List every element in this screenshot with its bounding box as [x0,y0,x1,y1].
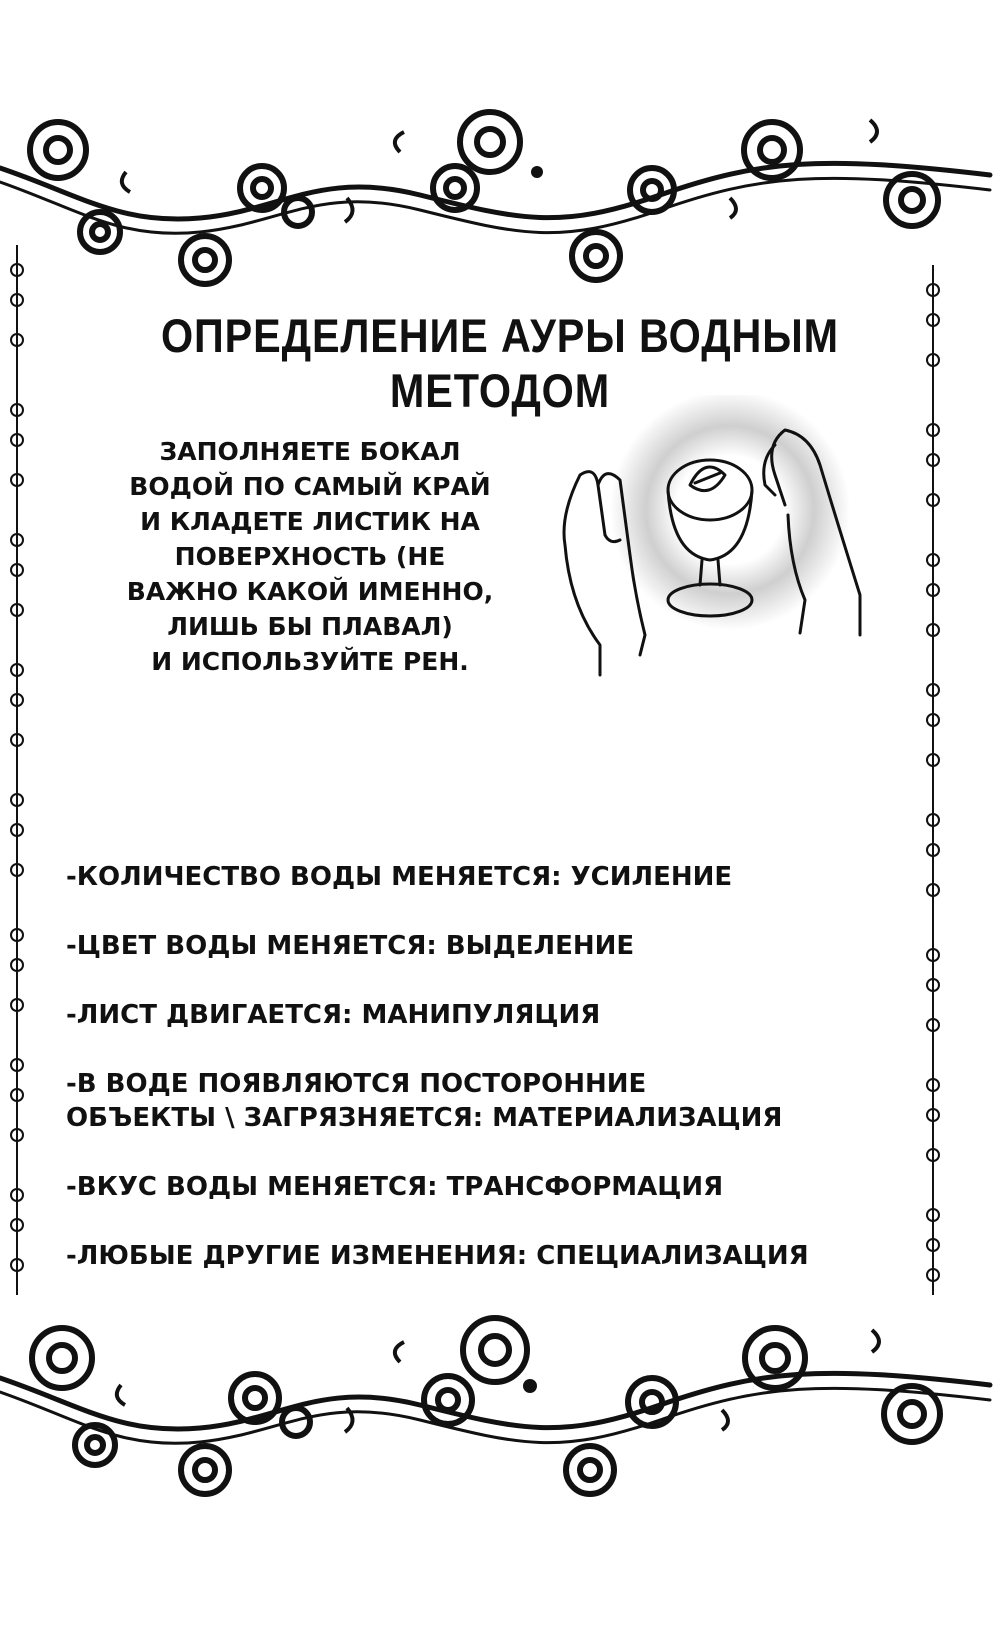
intro-line: ЛИШЬ БЫ ПЛАВАЛ) [167,612,453,641]
left-floral-border [2,245,32,1295]
effect-item: -ЛЮБЫЕ ДРУГИЕ ИЗМЕНЕНИЯ: СПЕЦИАЛИЗАЦИЯ [66,1241,809,1271]
intro-line: И КЛАДЕТЕ ЛИСТИК НА [140,507,480,536]
intro-line: ПОВЕРХНОСТЬ (НЕ [174,542,446,571]
effect-item: -ЛИСТ ДВИГАЕТСЯ: МАНИПУЛЯЦИЯ [66,1000,601,1030]
intro-text [90,434,530,679]
bottom-swirl-border [0,1310,1000,1570]
effect-item: -ЦВЕТ ВОДЫ МЕНЯЕТСЯ: ВЫДЕЛЕНИЕ [66,931,635,961]
effect-item: -КОЛИЧЕСТВО ВОДЫ МЕНЯЕТСЯ: УСИЛЕНИЕ [66,862,733,892]
intro-line: ВОДОЙ ПО САМЫЙ КРАЙ [129,472,491,501]
intro-line: И ИСПОЛЬЗУЙТЕ РЕН. [151,647,469,676]
effect-item: -ВКУС ВОДЫ МЕНЯЕТСЯ: ТРАНСФОРМАЦИЯ [66,1172,724,1202]
intro-line: ЗАПОЛНЯЕТЕ БОКАЛ [159,437,461,466]
intro-line: ВАЖНО КАКОЙ ИМЕННО, [126,577,494,606]
effects-list [66,860,926,1273]
hands-glass-illustration [560,395,900,695]
effect-item: -В ВОДЕ ПОЯВЛЯЮТСЯ ПОСТОРОННИЕ ОБЪЕКТЫ \ ЗАГРЯЗНЯЕТСЯ: МАТЕРИАЛИЗАЦИЯ [66,1069,783,1133]
page-title: ОПРЕДЕЛЕНИЕ АУРЫ ВОДНЫМ МЕТОДОМ [161,309,839,417]
